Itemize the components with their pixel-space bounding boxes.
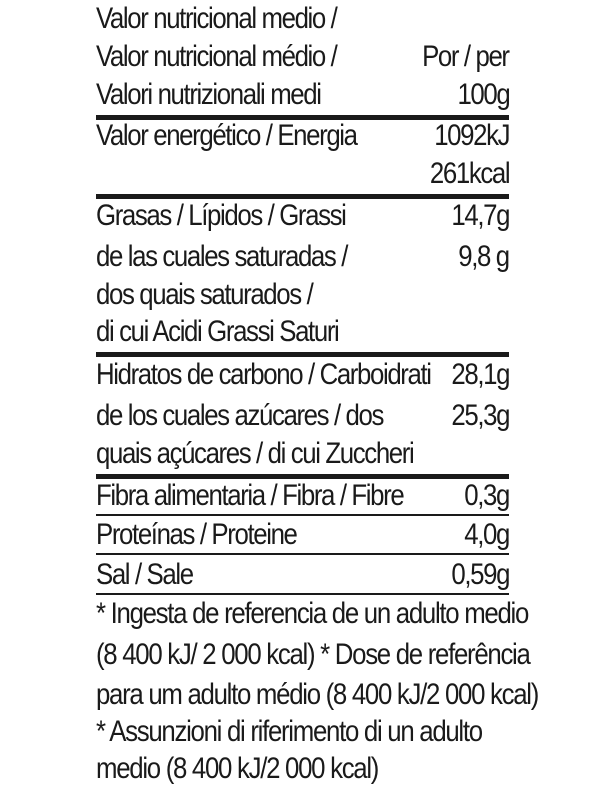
fat-name: Grasas / Lípidos / Grassi (96, 199, 346, 232)
footnote-line-4: * Assunzioni di riferimento di un adulto (96, 715, 482, 748)
footnote-line-1: * Ingesta de referencia de un adulto medio (96, 597, 529, 630)
saturates-value: 9,8 g (458, 240, 509, 273)
footnote-line-2: (8 400 kJ/ 2 000 kcal) * Dose de referência (96, 638, 530, 671)
carbohydrate-name: Hidratos de carbono / Carboidrati (96, 358, 431, 391)
salt-value: 0,59g (451, 558, 509, 591)
header-name-line-3: Valori nutrizionali medi (96, 78, 321, 111)
fibre-name: Fibra alimentaria / Fibra / Fibre (96, 479, 404, 512)
sugars-name-line-2: quais açúcares / di cui Zuccheri (96, 437, 414, 470)
carbohydrate-value: 28,1g (451, 358, 509, 391)
footnote-line-5: medio (8 400 kJ/2 000 kcal) (96, 752, 379, 785)
header-per-label: Por / per (422, 40, 509, 73)
header-name-line-1: Valor nutricional medio / (96, 2, 337, 35)
protein-value: 4,0g (464, 518, 509, 551)
energy-name: Valor energético / Energia (96, 119, 357, 152)
fibre-value: 0,3g (464, 479, 509, 512)
saturates-name-line-3: di cui Acidi Grassi Saturi (96, 315, 339, 348)
sugars-name-line-1: de los cuales azúcares / dos (96, 399, 384, 432)
sugars-value: 25,3g (451, 399, 509, 432)
header-per-amount: 100g (457, 78, 509, 111)
energy-value-kcal: 261kcal (429, 157, 509, 190)
energy-value-kj: 1092kJ (434, 119, 509, 152)
salt-divider (96, 593, 509, 595)
footnote-line-3: para um adulto médio (8 400 kJ/2 000 kcal) (96, 678, 539, 711)
protein-divider (96, 553, 509, 555)
header-name-line-2: Valor nutricional médio / (96, 40, 337, 73)
saturates-name-line-2: dos quais saturados / (96, 278, 313, 311)
fat-value: 14,7g (451, 199, 509, 232)
protein-name: Proteínas / Proteine (96, 518, 297, 551)
salt-name: Sal / Sale (96, 558, 193, 591)
saturates-name-line-1: de las cuales saturadas / (96, 240, 348, 273)
